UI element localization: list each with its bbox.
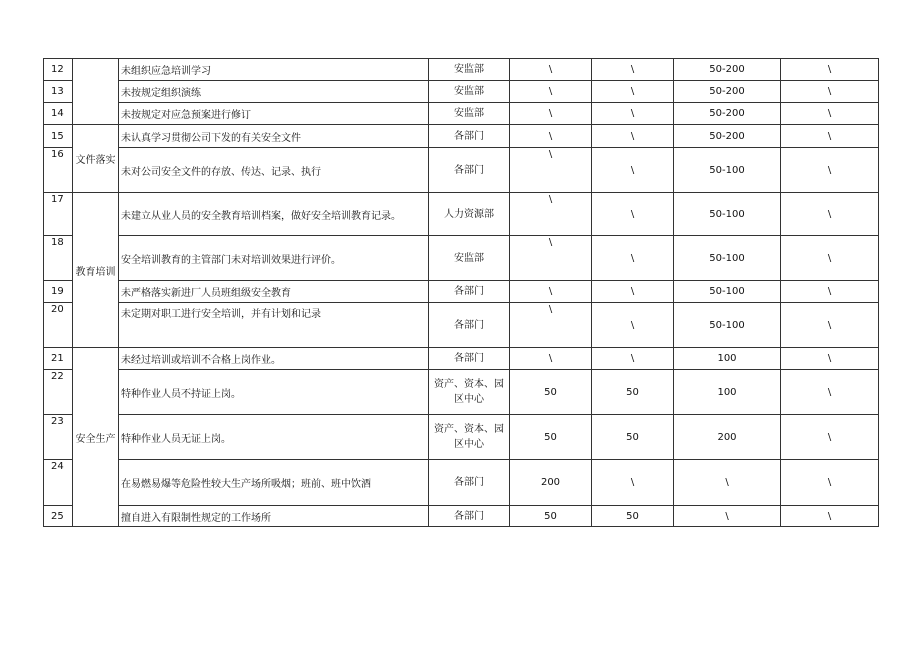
responsible-department: 各部门	[429, 281, 510, 303]
value-cell: \	[510, 348, 592, 370]
table-row	[44, 148, 879, 193]
value-cell: \	[781, 348, 879, 370]
responsible-department: 安监部	[429, 81, 510, 103]
responsible-department	[429, 415, 510, 460]
row-number: 23	[44, 415, 73, 460]
table-row	[44, 81, 879, 103]
category-cell: 安全生产	[73, 348, 119, 527]
responsible-department: 各部门	[429, 506, 510, 527]
row-number: 25	[44, 506, 73, 527]
value-cell: 50-200	[674, 59, 781, 81]
responsible-department: 安监部	[429, 103, 510, 125]
value-cell: \	[592, 125, 674, 148]
row-number: 19	[44, 281, 73, 303]
row-number: 17	[44, 193, 73, 236]
value-cell: \	[781, 281, 879, 303]
table-row	[44, 281, 879, 303]
department-line: 区中心	[454, 394, 484, 405]
table-row	[44, 460, 879, 506]
value-cell: \	[592, 236, 674, 281]
value-cell: 50	[510, 370, 592, 415]
value-cell: \	[781, 415, 879, 460]
department-line: 资产、资本、园	[434, 424, 504, 435]
value-cell: 50	[592, 506, 674, 527]
value-cell: 50-200	[674, 125, 781, 148]
responsible-department: 各部门	[429, 460, 510, 506]
value-cell: \	[592, 81, 674, 103]
value-cell: \	[781, 303, 879, 348]
table-row	[44, 506, 879, 527]
item-description: 未按规定对应急预案进行修订	[119, 103, 429, 125]
value-cell: \	[510, 236, 592, 281]
value-cell: 50-100	[674, 303, 781, 348]
row-number: 20	[44, 303, 73, 348]
item-description: 未组织应急培训学习	[119, 59, 429, 81]
item-description: 擅自进入有限制性规定的工作场所	[119, 506, 429, 527]
department-line: 区中心	[454, 439, 484, 450]
table-row	[44, 236, 879, 281]
row-number: 16	[44, 148, 73, 193]
value-cell: \	[781, 148, 879, 193]
table-row	[44, 193, 879, 236]
department-line: 资产、资本、园	[434, 379, 504, 390]
value-cell: \	[510, 148, 592, 193]
value-cell: 50-100	[674, 193, 781, 236]
value-cell: 50	[510, 415, 592, 460]
value-cell: \	[781, 370, 879, 415]
row-number: 18	[44, 236, 73, 281]
table-row	[44, 103, 879, 125]
value-cell: \	[592, 281, 674, 303]
responsible-department	[429, 370, 510, 415]
value-cell: \	[781, 81, 879, 103]
responsible-department: 各部门	[429, 303, 510, 348]
item-description: 未经过培训或培训不合格上岗作业。	[119, 348, 429, 370]
item-description: 特种作业人员无证上岗。	[119, 415, 429, 460]
value-cell: \	[510, 281, 592, 303]
value-cell: \	[674, 460, 781, 506]
table-row	[44, 370, 879, 415]
value-cell: \	[592, 460, 674, 506]
value-cell: \	[781, 125, 879, 148]
value-cell: \	[781, 59, 879, 81]
item-description: 未认真学习贯彻公司下发的有关安全文件	[119, 125, 429, 148]
item-description: 在易燃易爆等危险性较大生产场所吸烟；班前、班中饮酒	[119, 460, 429, 506]
responsible-department: 各部门	[429, 148, 510, 193]
responsible-department: 安监部	[429, 59, 510, 81]
value-cell: \	[592, 103, 674, 125]
value-cell: 50-100	[674, 148, 781, 193]
item-description: 未定期对职工进行安全培训，并有计划和记录	[119, 303, 429, 348]
table-row	[44, 303, 879, 348]
value-cell: \	[592, 193, 674, 236]
responsible-department: 安监部	[429, 236, 510, 281]
table-row	[44, 59, 879, 81]
item-description: 未按规定组织演练	[119, 81, 429, 103]
value-cell: \	[510, 81, 592, 103]
value-cell: \	[510, 303, 592, 348]
value-cell: \	[781, 103, 879, 125]
value-cell: \	[781, 236, 879, 281]
value-cell: 50-100	[674, 281, 781, 303]
value-cell: 100	[674, 370, 781, 415]
responsible-department: 各部门	[429, 125, 510, 148]
item-description: 未严格落实新进厂人员班组级安全教育	[119, 281, 429, 303]
item-description: 安全培训教育的主管部门未对培训效果进行评价。	[119, 236, 429, 281]
responsible-department: 各部门	[429, 348, 510, 370]
value-cell: 50-100	[674, 236, 781, 281]
item-description: 未对公司安全文件的存放、传达、记录、执行	[119, 148, 429, 193]
table-row	[44, 125, 879, 148]
row-number: 22	[44, 370, 73, 415]
value-cell: 50-200	[674, 81, 781, 103]
value-cell: 50-200	[674, 103, 781, 125]
value-cell: \	[674, 506, 781, 527]
category-cell	[73, 59, 119, 125]
value-cell: \	[781, 460, 879, 506]
row-number: 21	[44, 348, 73, 370]
value-cell: 200	[510, 460, 592, 506]
row-number: 13	[44, 81, 73, 103]
value-cell: \	[592, 348, 674, 370]
value-cell: \	[592, 303, 674, 348]
row-number: 15	[44, 125, 73, 148]
row-number: 24	[44, 460, 73, 506]
item-description: 未建立从业人员的安全教育培训档案，做好安全培训教育记录。	[119, 193, 429, 236]
table-row	[44, 348, 879, 370]
responsible-department: 人力资源部	[429, 193, 510, 236]
row-number: 14	[44, 103, 73, 125]
value-cell: \	[510, 59, 592, 81]
value-cell: \	[510, 103, 592, 125]
value-cell: 50	[592, 370, 674, 415]
value-cell: 100	[674, 348, 781, 370]
category-cell: 文件落实	[73, 125, 119, 193]
value-cell: \	[510, 193, 592, 236]
penalty-table	[43, 58, 879, 527]
value-cell: \	[510, 125, 592, 148]
value-cell: \	[781, 506, 879, 527]
value-cell: 50	[510, 506, 592, 527]
value-cell: \	[781, 193, 879, 236]
category-cell: 教育培训	[73, 193, 119, 348]
value-cell: 50	[592, 415, 674, 460]
row-number: 12	[44, 59, 73, 81]
item-description: 特种作业人员不持证上岗。	[119, 370, 429, 415]
value-cell: \	[592, 59, 674, 81]
value-cell: \	[592, 148, 674, 193]
value-cell: 200	[674, 415, 781, 460]
table-row	[44, 415, 879, 460]
